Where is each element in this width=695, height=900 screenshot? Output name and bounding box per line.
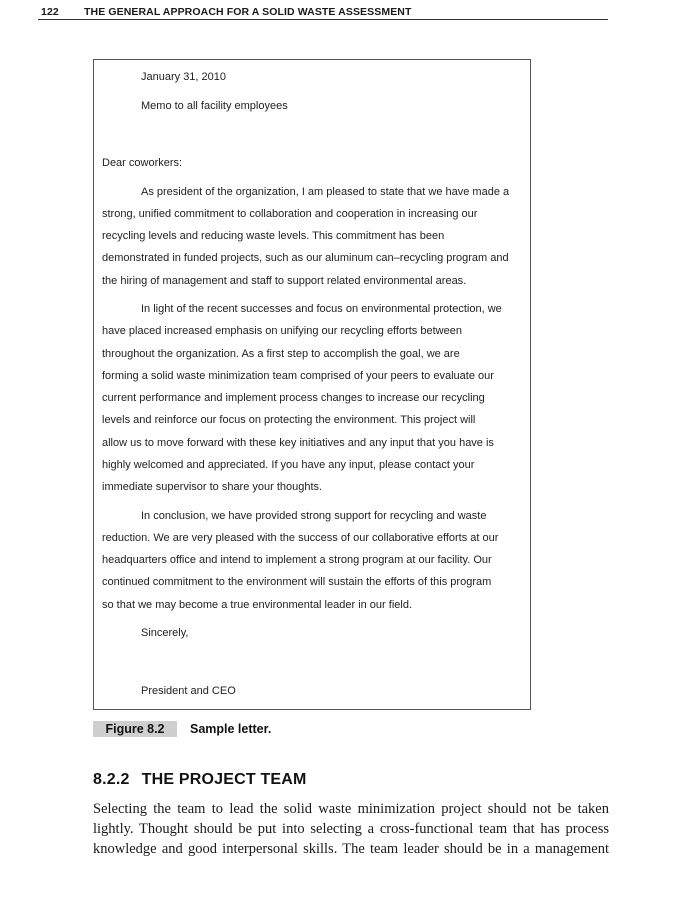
- letter-date: January 31, 2010: [141, 71, 227, 83]
- letter-paragraph-1-line: recycling levels and reducing waste levels. This commitment has been: [102, 230, 445, 242]
- body-line: lightly. Thought should be put into selecting a cross-functional team that has process: [93, 821, 609, 837]
- letter-paragraph-1-line: the hiring of management and staff to support related environmental areas.: [102, 275, 467, 287]
- letter-paragraph-3-line: reduction. We are very pleased with the success of our collaborative efforts at our: [102, 532, 499, 544]
- section-number: 8.2.2: [93, 771, 130, 788]
- letter-memo-line: Memo to all facility employees: [141, 100, 288, 112]
- section-title: THE PROJECT TEAM: [141, 771, 307, 788]
- letter-paragraph-3-line: In conclusion, we have provided strong support for recycling and waste: [141, 510, 487, 522]
- figure-label: Figure 8.2: [93, 721, 177, 737]
- letter-paragraph-2-line: highly welcomed and appreciated. If you have any input, please contact your: [102, 459, 475, 471]
- letter-paragraph-2-line: allow us to move forward with these key initiatives and any input that you have is: [102, 437, 494, 449]
- page-number: 122: [41, 6, 59, 18]
- section-heading: [93, 771, 307, 789]
- letter-paragraph-2-line: forming a solid waste minimization team comprised of your peers to evaluate our: [102, 370, 494, 382]
- letter-paragraph-3-line: so that we may become a true environmental leader in our field.: [102, 599, 412, 611]
- sample-letter: [93, 59, 531, 710]
- letter-paragraph-2-line: levels and reinforce our focus on protecting the environment. This project will: [102, 414, 476, 426]
- letter-paragraph-1-line: As president of the organization, I am pleased to state that we have made a: [141, 186, 510, 198]
- letter-salutation: Dear coworkers:: [102, 157, 183, 169]
- letter-paragraph-2-line: current performance and implement process changes to increase our recycling: [102, 392, 485, 404]
- section-body: [93, 799, 609, 859]
- letter-paragraph-2-line: have placed increased emphasis on unifying our recycling efforts between: [102, 325, 462, 337]
- letter-paragraph-3-line: headquarters office and intend to implement a strong program at our facility. Our: [102, 554, 492, 566]
- running-head-title: THE GENERAL APPROACH FOR A SOLID WASTE ASSESSMENT: [84, 6, 412, 18]
- letter-paragraph-1-line: strong, unified commitment to collaboration and cooperation in increasing our: [102, 208, 478, 220]
- body-line: Selecting the team to lead the solid waste minimization project should not be taken: [93, 801, 609, 817]
- letter-signature-title: President and CEO: [141, 685, 236, 697]
- letter-paragraph-2-line: immediate supervisor to share your thoughts.: [102, 481, 323, 493]
- letter-closing: Sincerely,: [141, 627, 189, 639]
- running-head: [38, 5, 608, 20]
- letter-paragraph-2-line: In light of the recent successes and focus on environmental protection, we: [141, 303, 502, 315]
- letter-paragraph-3-line: continued commitment to the environment will sustain the efforts of this program: [102, 576, 492, 588]
- letter-paragraph-1-line: demonstrated in funded projects, such as our aluminum can–recycling program and: [102, 252, 509, 264]
- letter-paragraph-2-line: throughout the organization. As a first step to accomplish the goal, we are: [102, 348, 460, 360]
- body-line: knowledge and good interpersonal skills. The team leader should be in a management: [93, 841, 609, 857]
- figure-caption-text: Sample letter.: [190, 722, 272, 736]
